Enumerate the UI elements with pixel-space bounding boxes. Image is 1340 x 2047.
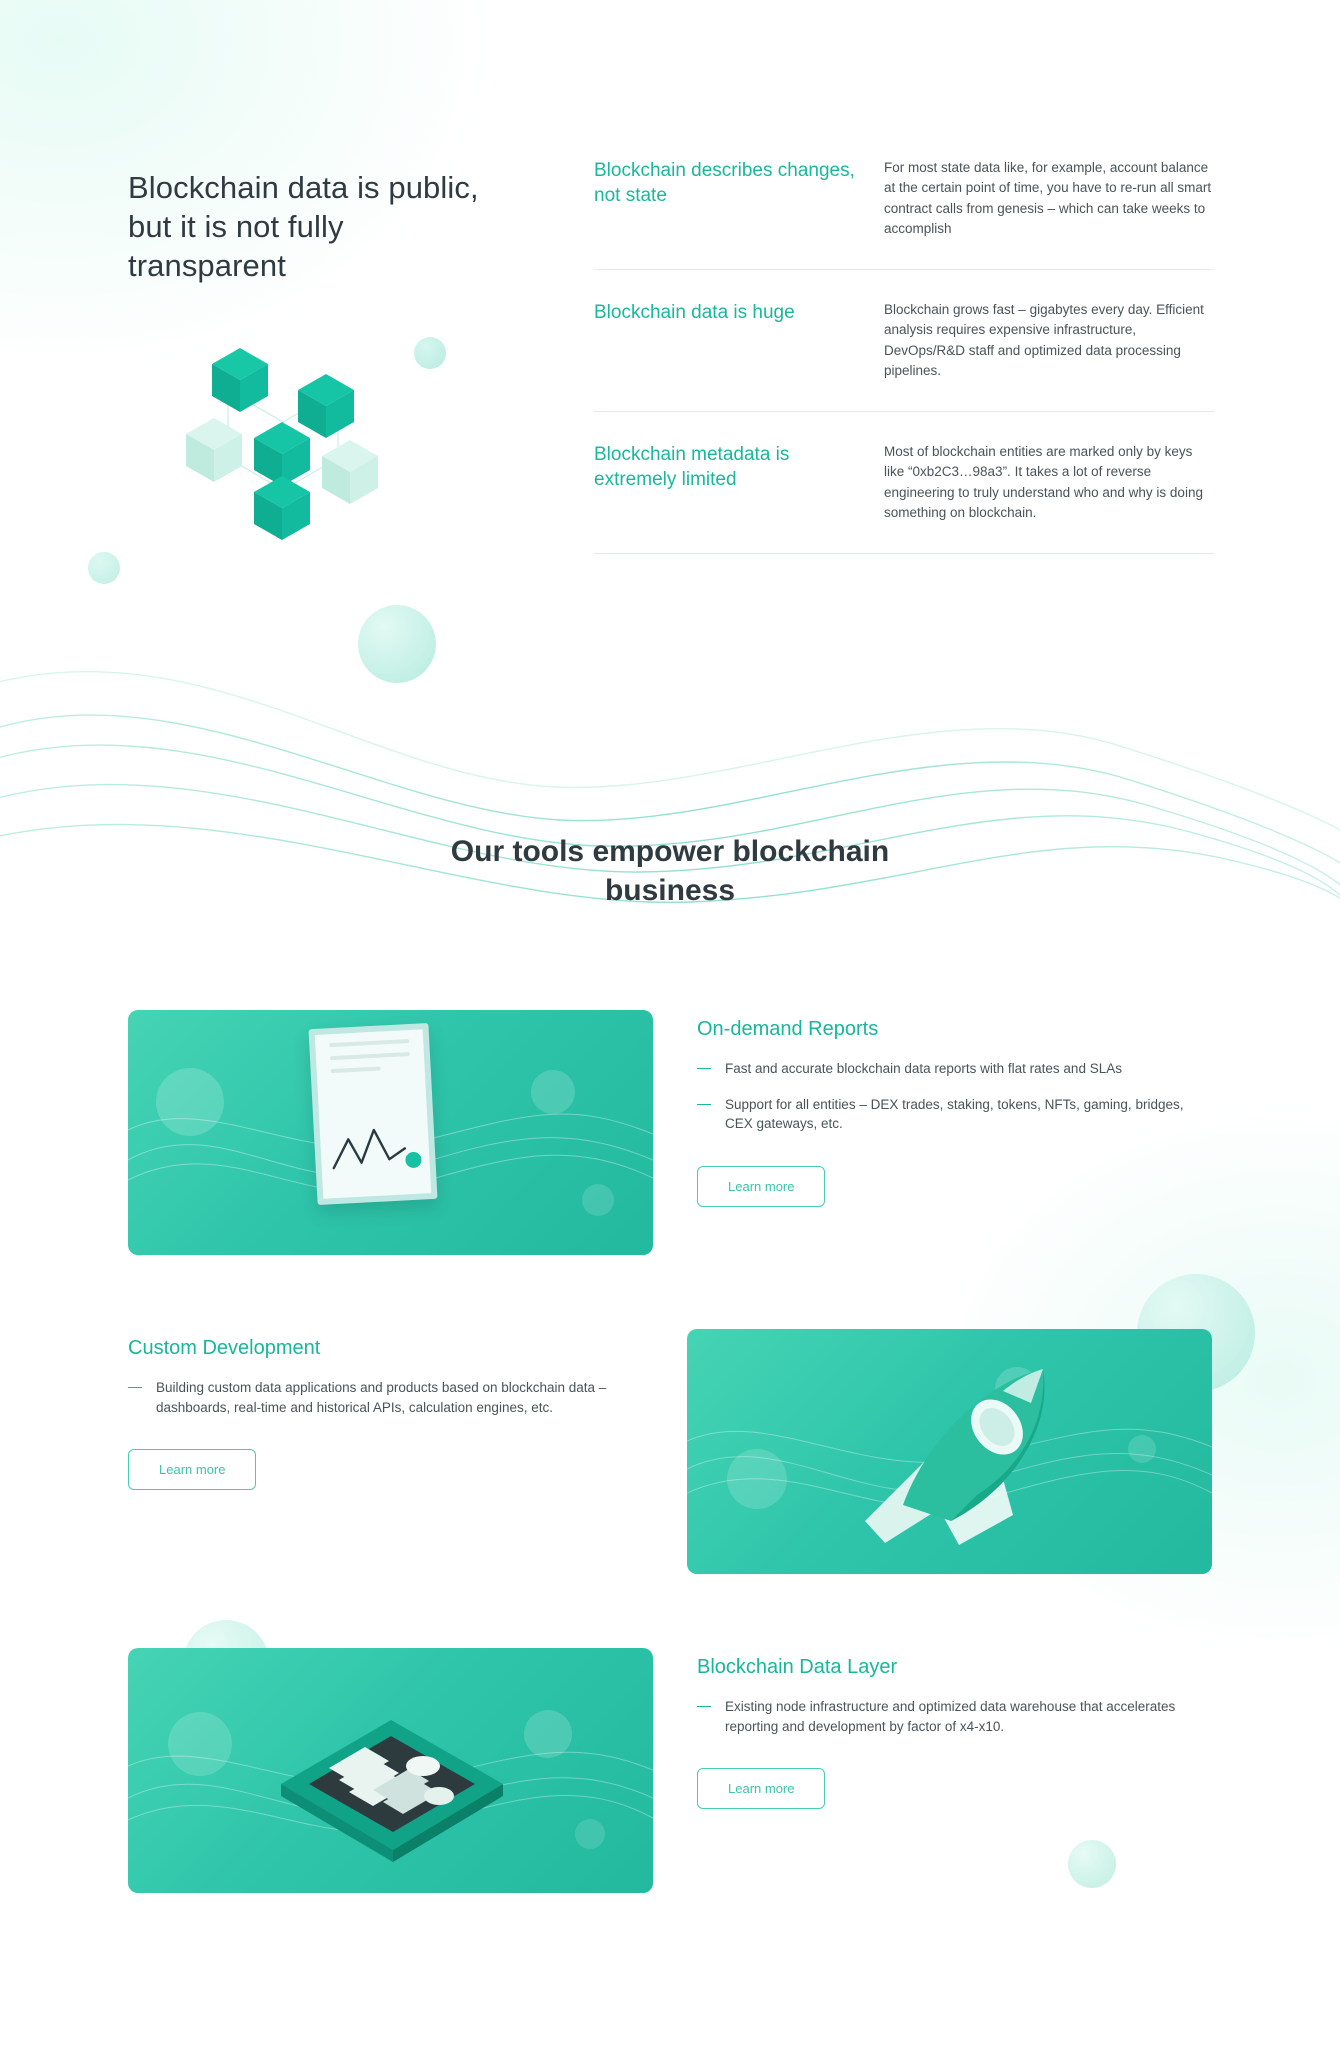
tool-card-title: Custom Development	[128, 1337, 321, 1359]
learn-more-button[interactable]: Learn more	[697, 1768, 825, 1809]
fact-row	[594, 270, 1214, 412]
section1-title: Blockchain data is public, but it is not fully transparent	[128, 170, 479, 284]
tool-card-custom-development	[0, 1329, 1340, 1574]
decorative-bubble	[358, 605, 436, 683]
tool-card-text	[653, 1010, 1212, 1207]
doc-line	[329, 1039, 409, 1047]
server-chip-illustration	[128, 1648, 653, 1893]
tool-bullet-text: Building custom data applications and products based on blockchain data – dashboards, real-time and historical APIs, calculation engines, etc.	[156, 1380, 607, 1415]
tool-bullet	[697, 1059, 1212, 1079]
tool-card-title: Blockchain Data Layer	[697, 1656, 898, 1678]
fact-body: Most of blockchain entities are marked only by keys like “0xb2C3…98a3”. It takes a lot of reverse engineering to truly understand who and why is doing something on blockchain.	[884, 444, 1203, 520]
document-icon	[308, 1023, 437, 1205]
server-icon	[263, 1680, 518, 1870]
dash-icon	[128, 1387, 142, 1388]
tool-card-title: On-demand Reports	[697, 1018, 879, 1040]
tool-card-text	[128, 1329, 687, 1490]
tool-bullet	[128, 1378, 643, 1417]
learn-more-button[interactable]: Learn more	[697, 1166, 825, 1207]
dash-icon	[697, 1068, 711, 1069]
fact-row	[594, 412, 1214, 554]
tool-card-text	[653, 1648, 1212, 1809]
rocket-illustration	[687, 1329, 1212, 1574]
section2-heading-line2: business	[604, 874, 736, 907]
facts-list	[594, 158, 1214, 554]
fact-heading: Blockchain metadata is extremely limited	[594, 444, 790, 491]
tool-card-reports	[0, 1010, 1340, 1255]
tool-bullet-text: Fast and accurate blockchain data reports with flat rates and SLAs	[725, 1061, 1122, 1076]
decorative-bubble	[414, 337, 446, 369]
tool-bullet-text: Support for all entities – DEX trades, staking, tokens, NFTs, gaming, bridges, CEX gateways, etc.	[725, 1096, 1184, 1132]
dash-icon	[697, 1104, 711, 1105]
tool-bullet	[697, 1697, 1212, 1736]
section2-heading	[0, 832, 1340, 910]
dash-icon	[697, 1706, 711, 1707]
section2-heading-line1: Our tools empower blockchain	[450, 835, 890, 868]
decorative-waves	[0, 660, 1340, 990]
rocket-icon	[807, 1339, 1107, 1564]
fact-row	[594, 158, 1214, 270]
tools-card-list	[0, 1010, 1340, 1967]
decorative-bubble	[88, 552, 120, 584]
doc-line	[330, 1052, 410, 1060]
tool-card-data-layer	[0, 1648, 1340, 1893]
problem-section	[0, 0, 1340, 520]
tool-bullet	[697, 1095, 1212, 1134]
blockchain-cubes-icon	[168, 330, 398, 550]
report-document-illustration	[128, 1010, 653, 1255]
doc-line	[331, 1067, 381, 1074]
fact-body: For most state data like, for example, account balance at the certain point of time, you have to re-run all smart contract calls from genesis – which can take weeks to accomplish	[884, 160, 1212, 236]
tool-bullet-text: Existing node infrastructure and optimized data warehouse that accelerates reporting and development by factor of x4-x10.	[725, 1699, 1176, 1734]
fact-heading: Blockchain describes changes, not state	[594, 160, 855, 207]
learn-more-button[interactable]: Learn more	[128, 1449, 256, 1490]
fact-heading: Blockchain data is huge	[594, 302, 795, 323]
fact-body: Blockchain grows fast – gigabytes every day. Efficient analysis requires expensive infrastructure, DevOps/R&D staff and optimized data processing pipelines.	[884, 302, 1204, 378]
